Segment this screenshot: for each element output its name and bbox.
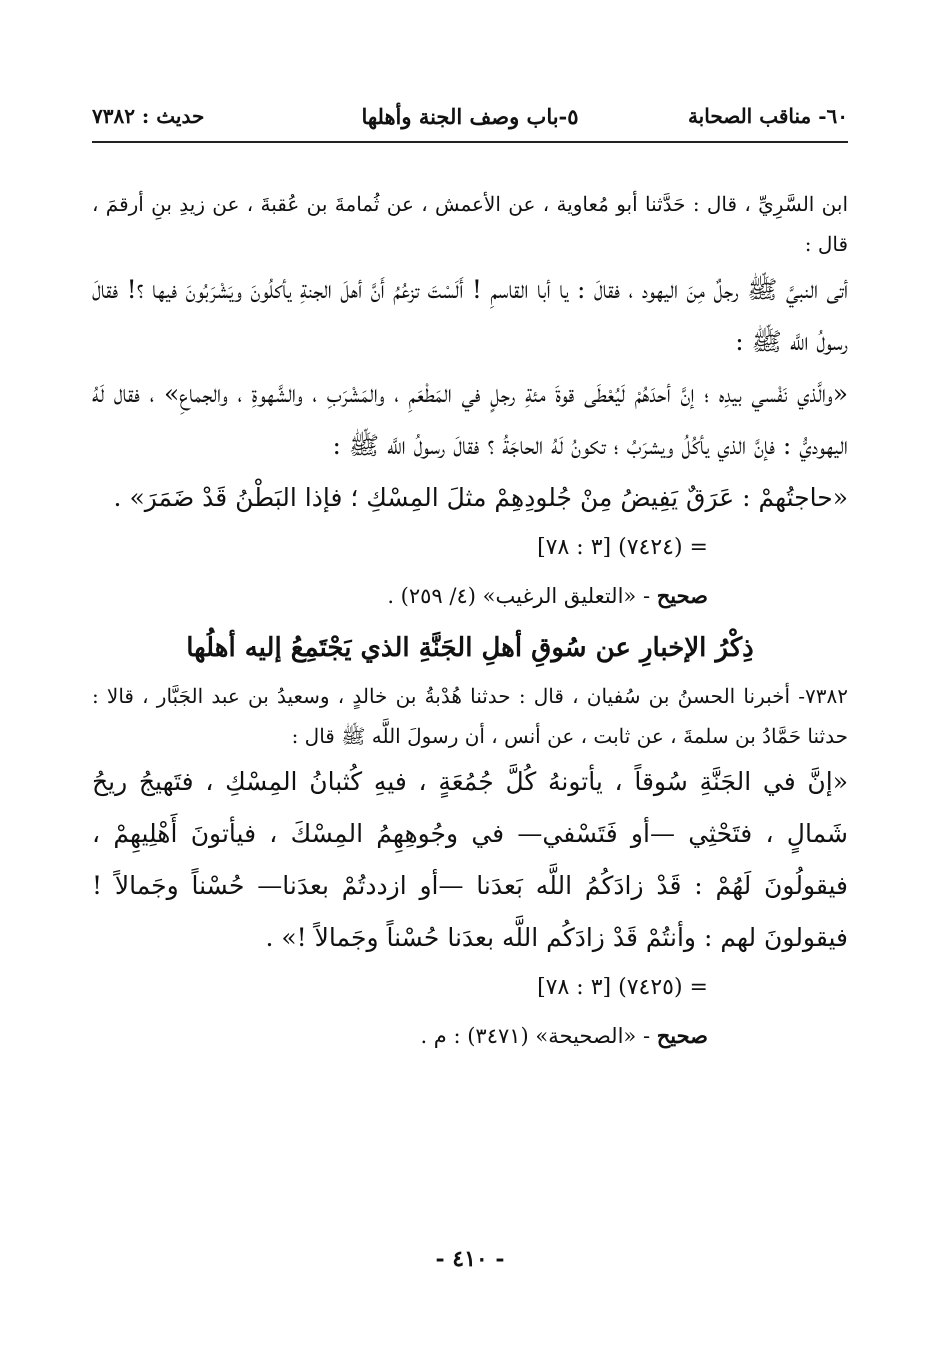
page-body bbox=[92, 184, 848, 1060]
grade-source-1: - «التعليق الرغيب» (٤/ ٢٥٩) . bbox=[387, 584, 657, 608]
hadith-text-1: أتى النبيَّ ﷺ رجلٌ مِنَ اليهود ، فقالَ : يا أبا القاسمِ ! أَلَسْتَ تزعُمُ أَنَّ أهلَ الجنةِ يأكلُونَ ويَشْرَبُونَ فيها ؟! فقالَ رسولُ اللَّه ﷺ : bbox=[92, 275, 848, 356]
section-title: ذِكْرُ الإخبارِ عن سُوقِ أهلِ الجَنَّةِ الذي يَجْتَمِعُ إليه أهلُها bbox=[186, 633, 754, 663]
grade-label-1: صحيح bbox=[656, 583, 708, 608]
grade-label-2: صحيح bbox=[656, 1023, 708, 1048]
hadith-text-2: «والَّذي نَفْسي بيدِه ؛ إنَّ أحدَهُمْ لَيُعْطَى قوةَ مئةِ رجلٍ في المَطْعَمِ ، والمَشْرَبِ ، والشَّهوةِ ، والجماعِ» ، فقال لَهُ اليهوديُّ : فإنَّ الذي يأكُلُ ويشرَبُ ؛ تكونُ لَهُ الحاجَةُ ؟ فقالَ رسولُ اللَّه ﷺ : bbox=[92, 379, 848, 460]
hadith-text-3: «حاجتُهمْ : عَرَقٌ يَفِيضُ مِنْ جُلودِهِمْ مثلَ المِسْكِ ؛ فإذا البَطْنُ قَدْ ضَمَرَ» . bbox=[113, 483, 848, 512]
cross-reference-2: = (٧٤٢٥) [٣ : ٧٨] bbox=[537, 975, 708, 1000]
header-hadith-number: حديث : ٧٣٨٢ bbox=[92, 104, 205, 128]
running-header bbox=[92, 104, 848, 140]
isnad-continued: ابن السَّرِيِّ ، قال : حَدَّثنا أبو مُعاوية ، عن الأعمش ، عن ثُمامةَ بن عُقبةَ ، عن زيدِ بنِ أرقمَ ، قال : bbox=[92, 192, 848, 256]
header-rule bbox=[92, 141, 848, 143]
page-number: - ٤١٠ - bbox=[435, 1246, 505, 1272]
hadith-7382-text: «إنَّ في الجَنَّةِ سُوقاً ، يأتونهُ كُلَّ جُمُعَةٍ ، فيهِ كُثبانُ المِسْكِ ، فتَهيجُ ريحُ شَمالٍ ، فتَحْثِي —أو فَتَسْفي— في وجُوهِهِمُ المِسْكَ ، فيأتونَ أَهْلِيهِمْ ، فيقولُونَ لَهُمْ : قَدْ زادَكُمُ اللَّه بَعدَنا —أو ازددتُمْ بعدَنا— حُسْناً وجَمالاً ! فيقولونَ لهم : وأنتُمْ قَدْ زادَكُم اللَّه بعدَنا حُسْناً وجَمالاً !» . bbox=[92, 767, 848, 952]
grading-2 bbox=[92, 1012, 848, 1060]
header-section: ٥-باب وصف الجنة وأهلها bbox=[361, 104, 579, 129]
isnad-7382: ٧٣٨٢- أخبرنا الحسنُ بن سُفيان ، قال : حدثنا هُدْبةُ بن خالدٍ ، وسعيدُ بن عبد الجَبَّار ، قالا : حدثنا حَمَّادُ بن سلمةَ ، عن ثابت ، عن أنس ، أن رسولَ اللَّه ﷺ قال : bbox=[92, 684, 848, 748]
header-chapter: ٦٠- مناقب الصحابة bbox=[687, 104, 848, 128]
cross-reference-1: = (٧٤٢٤) [٣ : ٧٨] bbox=[537, 535, 708, 560]
grade-source-2: - «الصحيحة» (٣٤٧١) : م . bbox=[420, 1024, 657, 1048]
grading-1 bbox=[92, 572, 848, 620]
